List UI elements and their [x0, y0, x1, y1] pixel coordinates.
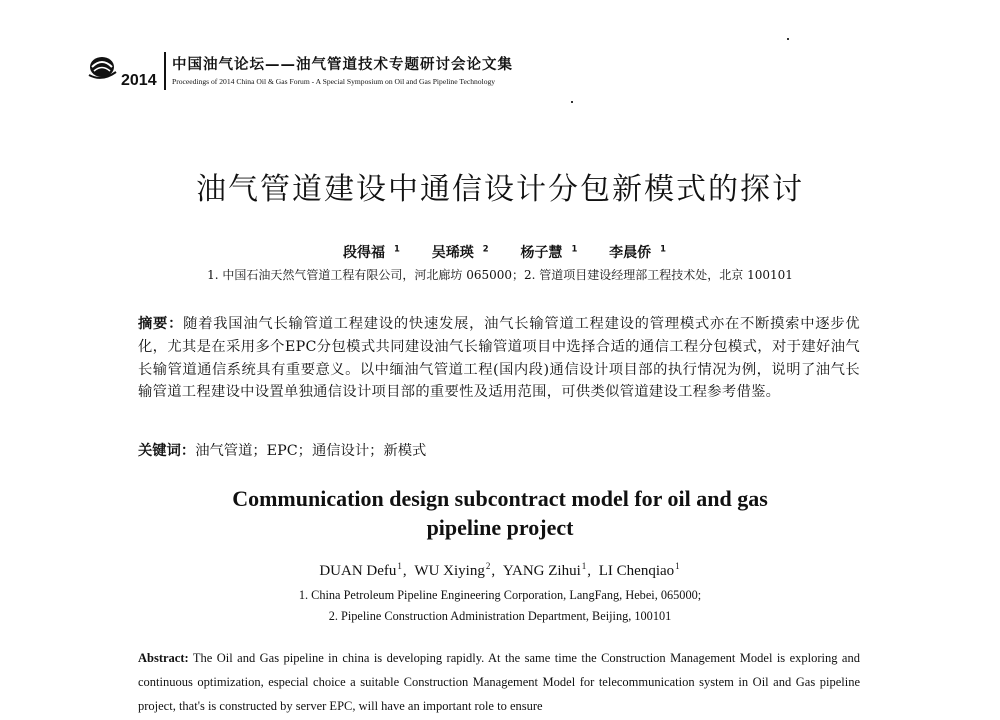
oil-drop-globe-icon [89, 57, 116, 78]
affiliation-en-1: 1. China Petroleum Pipeline Engineering Corporation, LangFang, Hebei, 065000; [298, 588, 702, 602]
affiliation-cn: 1. 中国石油天然气管道工程有限公司，河北廊坊 065000；2. 管道项目建设经理部工程技术处，北京 100101 [207, 268, 793, 282]
keywords-cn-text: 油气管道；EPC；通信设计；新模式 [195, 443, 427, 459]
author-en: YANG Zihui$^1$, [502, 561, 591, 579]
title-en-line-1: Communication design subcontract model for oil and gas [232, 486, 768, 511]
abstract-cn-label: 摘要： [138, 316, 184, 332]
title-en-line-2: pipeline project [426, 515, 574, 540]
author-en: LI Chenqiao$^1$ [598, 561, 680, 579]
abstract-en-text: The Oil and Gas pipeline in china is developing rapidly. At the same time the Construction Management Model is exploring and continuous optimization, especial choice a suitable Construction Management Model for telecommunication system in Oil and Gas pipeline project, that's is constructed by server EPC, will have an important role to ensure [138, 651, 860, 713]
scan-speck [787, 38, 789, 40]
keywords-cn-label: 关键词： [138, 443, 196, 459]
abstract-cn-text: 随着我国油气长输管道工程建设的快速发展，油气长输管道工程建设的管理模式亦在不断摸索中逐步优化，尤其是在采用多个EPC分包模式共同建设油气长输管道项目中选择合适的通信工程分包模式，对于建好油气长输管道通信系统具有重要意义。以中缅油气管道工程(国内段)通信设计项目部的执行情况为例，说明了油气长输管道工程建设中设置单独通信设计项目部的重要性及适用范围，可供类似管道建设工程参考借鉴。 [138, 316, 860, 401]
keywords-cn [138, 440, 426, 460]
abstract-en-label: Abstract: [138, 651, 189, 665]
author-cn: 李晨侨 $^1$ [609, 243, 666, 261]
affiliation-en-2: 2. Pipeline Construction Administration Department, Beijing, 100101 [328, 609, 672, 623]
abstract-en [138, 646, 860, 718]
proceedings-title-en: Proceedings of 2014 China Oil & Gas Forum - A Special Symposium on Oil and Gas Pipeline Technology [172, 77, 496, 86]
scan-speck [571, 101, 573, 103]
header-divider [164, 52, 166, 90]
author-cn: 吴琋瑛 $^2$ [431, 243, 489, 261]
paper-title-cn: 油气管道建设中通信设计分包新模式的探讨 [196, 172, 804, 207]
author-en: DUAN Defu$^1$, [319, 561, 407, 579]
author-en: WU Xiying$^2$, [414, 561, 496, 579]
author-cn: 段得福 $^1$ [343, 243, 400, 261]
logo-year: 2014 [121, 72, 157, 89]
abstract-cn [138, 313, 860, 404]
authors-cn [0, 242, 1000, 262]
forum-logo [88, 52, 162, 90]
paper-title-en [0, 484, 1000, 542]
authors-en [0, 563, 1000, 580]
author-cn: 杨子慧 $^1$ [520, 243, 578, 261]
proceedings-title-cn: 中国油气论坛——油气管道技术专题研讨会论文集 [172, 57, 513, 73]
